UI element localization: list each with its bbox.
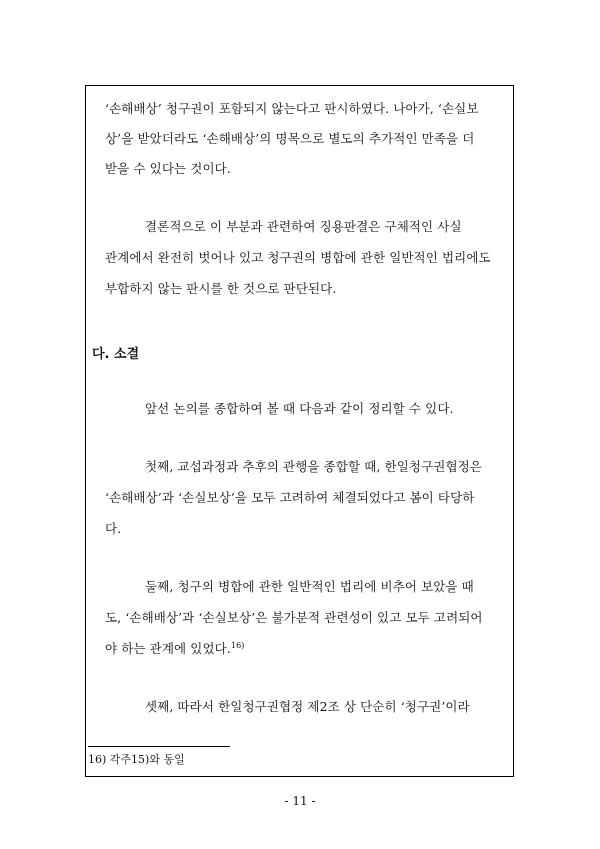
footnote: 16) 각주15)와 동일: [88, 753, 185, 766]
footnote-ref: 16): [230, 640, 245, 650]
body-line: 첫째, 교섭과정과 추후의 관행을 종합할 때, 한일청구권협정은: [145, 459, 482, 474]
body-line: 상’을 받았더라도 ‘손해배상’의 명목으로 별도의 추가적인 만족을 더: [105, 131, 475, 146]
body-line: 앞선 논의를 종합하여 볼 때 다음과 같이 정리할 수 있다.: [145, 401, 454, 416]
page-number: - 11 -: [284, 794, 316, 808]
body-line: 셋째, 따라서 한일청구권협정 제2조 상 단순히 ‘청구권’이라: [145, 699, 470, 714]
body-line: 도, ‘손해배상’과 ‘손실보상’은 불가분적 관련성이 있고 모두 고려되어: [105, 610, 483, 625]
page-frame: [85, 85, 514, 777]
body-line: [105, 640, 495, 658]
body-line: 다.: [105, 521, 122, 536]
body-line: 받을 수 있다는 것이다.: [105, 161, 231, 176]
body-line: 부합하지 않는 판시를 한 것으로 판단된다.: [105, 281, 337, 296]
body-line: 관계에서 완전히 벗어나 있고 청구권의 병합에 관한 일반적인 법리에도: [105, 250, 491, 265]
body-line: 결론적으로 이 부분과 관련하여 징용판결은 구체적인 사실: [145, 219, 462, 234]
body-line: 둘째, 청구의 병합에 관한 일반적인 법리에 비추어 보았을 때: [145, 579, 474, 594]
body-line: ‘손해배상’과 ‘손실보상’을 모두 고려하여 체결되었다고 봄이 타당하: [105, 490, 475, 505]
section-heading: 다. 소결: [92, 347, 140, 362]
body-line-text: 야 하는 관계에 있었다.: [105, 641, 231, 656]
body-line: ‘손해배상’ 청구권이 포함되지 않는다고 판시하였다. 나아가, ‘손실보: [105, 101, 479, 116]
footnote-divider: [88, 746, 230, 747]
